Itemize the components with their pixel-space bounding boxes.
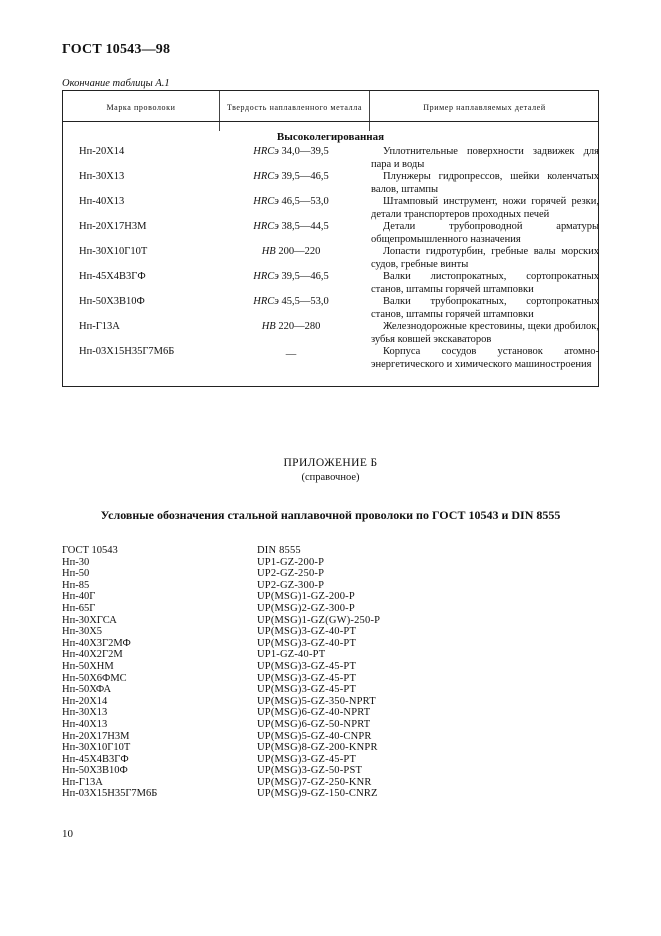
hardness-value: — [285,349,297,360]
column-header-grade: Марка проволоки [106,102,176,112]
hardness-cell [221,349,361,360]
appendix-note: (справочное) [301,472,360,483]
table-row [63,221,598,246]
hardness-cell [221,271,361,282]
table-row [63,196,598,221]
grade-cell: Нп-40Х13 [79,196,125,207]
grade-cell: Нп-Г13А [79,321,120,332]
din-code: UP(MSG)3-GZ-50-PST [257,765,363,777]
gost-grade: Нп-85 [62,579,90,591]
table-row [63,271,598,296]
column-header-example: Пример наплавляемых деталей [423,102,546,112]
grade-cell: Нп-20Х17Н3М [79,221,147,232]
grade-cell: Нп-30Х13 [79,171,125,182]
gost-grade: Нп-40Х2Г2М [62,649,123,661]
grade-cell: Нп-03Х15Н35Г7М6Б [79,346,175,357]
hardness-value: 38,5—44,5 [278,221,329,232]
hardness-value: 34,0—39,5 [278,146,329,157]
grade-cell: Нп-30Х10Г10Т [79,246,148,257]
header-divider [63,121,598,122]
gost-grade: Нп-40Х13 [62,718,108,730]
gost-grade: Нп-30Х10Г10Т [62,742,131,754]
gost-grade: Нп-20Х14 [62,695,108,707]
din-code: UP(MSG)2-GZ-300-P [257,602,355,614]
din-code: UP(MSG)3-GZ-45-PT [257,672,357,684]
gost-grade: Нп-30Х5 [62,626,103,638]
example-cell: Корпуса сосудов установок атомно-энергетического и химического машиностроения [371,346,599,370]
gost-column-title: ГОСТ 10543 [62,545,118,556]
example-cell: Валки листопрокатных, сортопрокатных станов, штампы горячей штамповки [371,271,599,295]
hardness-unit: HRCэ [253,171,279,182]
gost-grade: Нп-40Г [62,591,96,603]
hardness-value: 39,5—46,5 [278,171,329,182]
din-code: UP(MSG)1-GZ(GW)-250-P [257,614,381,626]
din-code: UP(MSG)5-GZ-40-CNPR [257,730,372,742]
group-title: Высоколегированная [276,131,385,143]
hardness-table [62,90,599,387]
din-code: UP(MSG)3-GZ-45-PT [257,753,357,765]
hardness-cell [221,296,361,307]
hardness-unit: НВ [261,321,276,332]
table-row [63,321,598,346]
hardness-cell [221,146,361,157]
din-code: UP1-GZ-40-PT [257,649,326,661]
table-row [63,171,598,196]
gost-grade: Нп-30Х13 [62,707,108,719]
gost-grade: Нп-40Х3Г2МФ [62,637,131,649]
hardness-unit: HRCэ [253,296,279,307]
din-code: UP(MSG)7-GZ-250-KNR [257,776,372,788]
hardness-value: 46,5—53,0 [278,196,329,207]
din-code: UP2-GZ-250-P [257,568,325,580]
din-code: UP(MSG)3-GZ-45-PT [257,660,357,672]
din-code: UP1-GZ-200-P [257,556,325,568]
example-cell: Валки трубопрокатных, сортопрокатных станов, штампы горячей штамповки [371,296,599,320]
appendix-heading: Условные обозначения стальной наплавочной проволоки по ГОСТ 10543 и DIN 8555 [100,508,561,522]
gost-grade: Нп-Г13А [62,776,103,788]
din-code: UP(MSG)6-GZ-40-NPRT [257,707,371,719]
din-column-title: DIN 8555 [257,545,301,556]
example-cell: Лопасти гидротурбин, гребные валы морских судов, гребные винты [371,246,599,270]
hardness-value: 220—280 [275,321,321,332]
example-cell: Железнодорожные крестовины, щеки дробилок, зубья ковшей экскаваторов [371,321,599,345]
hardness-cell [221,171,361,182]
hardness-cell [221,196,361,207]
gost-grade: Нп-30ХГСА [62,614,117,626]
document-header: ГОСТ 10543—98 [62,42,171,57]
table-row [63,246,598,271]
hardness-unit: HRCэ [253,146,279,157]
gost-grade: Нп-45Х4В3ГФ [62,753,129,765]
hardness-cell [221,321,361,332]
din-code: UP(MSG)5-GZ-350-NPRT [257,695,376,707]
gost-grade: Нп-50Х6ФМС [62,672,127,684]
hardness-unit: HRCэ [253,221,279,232]
gost-grade: Нп-50ХНМ [62,660,114,672]
hardness-unit: HRCэ [253,271,279,282]
gost-grade: Нп-30 [62,556,90,568]
gost-grade: Нп-50ХФА [62,684,112,696]
example-cell: Плунжеры гидропрессов, шейки коленчатых валов, штампы [371,171,599,195]
example-cell: Уплотнительные поверхности задвижек для пара и воды [371,146,599,170]
din-code: UP(MSG)1-GZ-200-P [257,591,355,603]
table-row [63,346,598,384]
gost-grade: Нп-20Х17Н3М [62,730,130,742]
table-row [63,296,598,321]
hardness-cell [221,221,361,232]
hardness-unit: HRCэ [253,196,279,207]
din-code: UP2-GZ-300-P [257,579,325,591]
table-caption: Окончание таблицы А.1 [62,78,170,89]
grade-cell: Нп-20Х14 [79,146,125,157]
hardness-cell [221,246,361,257]
example-cell: Штамповый инструмент, ножи горячей резки, детали транспортеров проходных печей [371,196,599,220]
gost-grade: Нп-03Х15Н35Г7М6Б [62,788,158,800]
din-code: UP(MSG)3-GZ-45-PT [257,684,357,696]
gost-grade: Нп-50 [62,568,90,580]
example-cell: Детали трубопроводной арматуры общепромышленного назначения [371,221,599,245]
page-number: 10 [62,828,73,840]
gost-grade: Нп-65Г [62,602,96,614]
column-header-hardness: Твердость наплавленного металла [226,102,362,112]
din-code: UP(MSG)8-GZ-200-KNPR [257,742,378,754]
din-code: UP(MSG)3-GZ-40-PT [257,637,357,649]
din-code: UP(MSG)6-GZ-50-NPRT [257,718,371,730]
hardness-unit: НВ [261,246,276,257]
hardness-value: 39,5—46,5 [278,271,329,282]
din-code: UP(MSG)3-GZ-40-PT [257,626,357,638]
gost-grade: Нп-50Х3В10Ф [62,765,128,777]
appendix-title: ПРИЛОЖЕНИЕ Б [283,457,378,469]
din-code: UP(MSG)9-GZ-150-CNRZ [257,788,378,800]
table-row [63,146,598,171]
grade-cell: Нп-50Х3В10Ф [79,296,145,307]
grade-cell: Нп-45Х4В3ГФ [79,271,146,282]
table-body [63,146,598,384]
hardness-value: 45,5—53,0 [278,296,329,307]
hardness-value: 200—220 [275,246,321,257]
